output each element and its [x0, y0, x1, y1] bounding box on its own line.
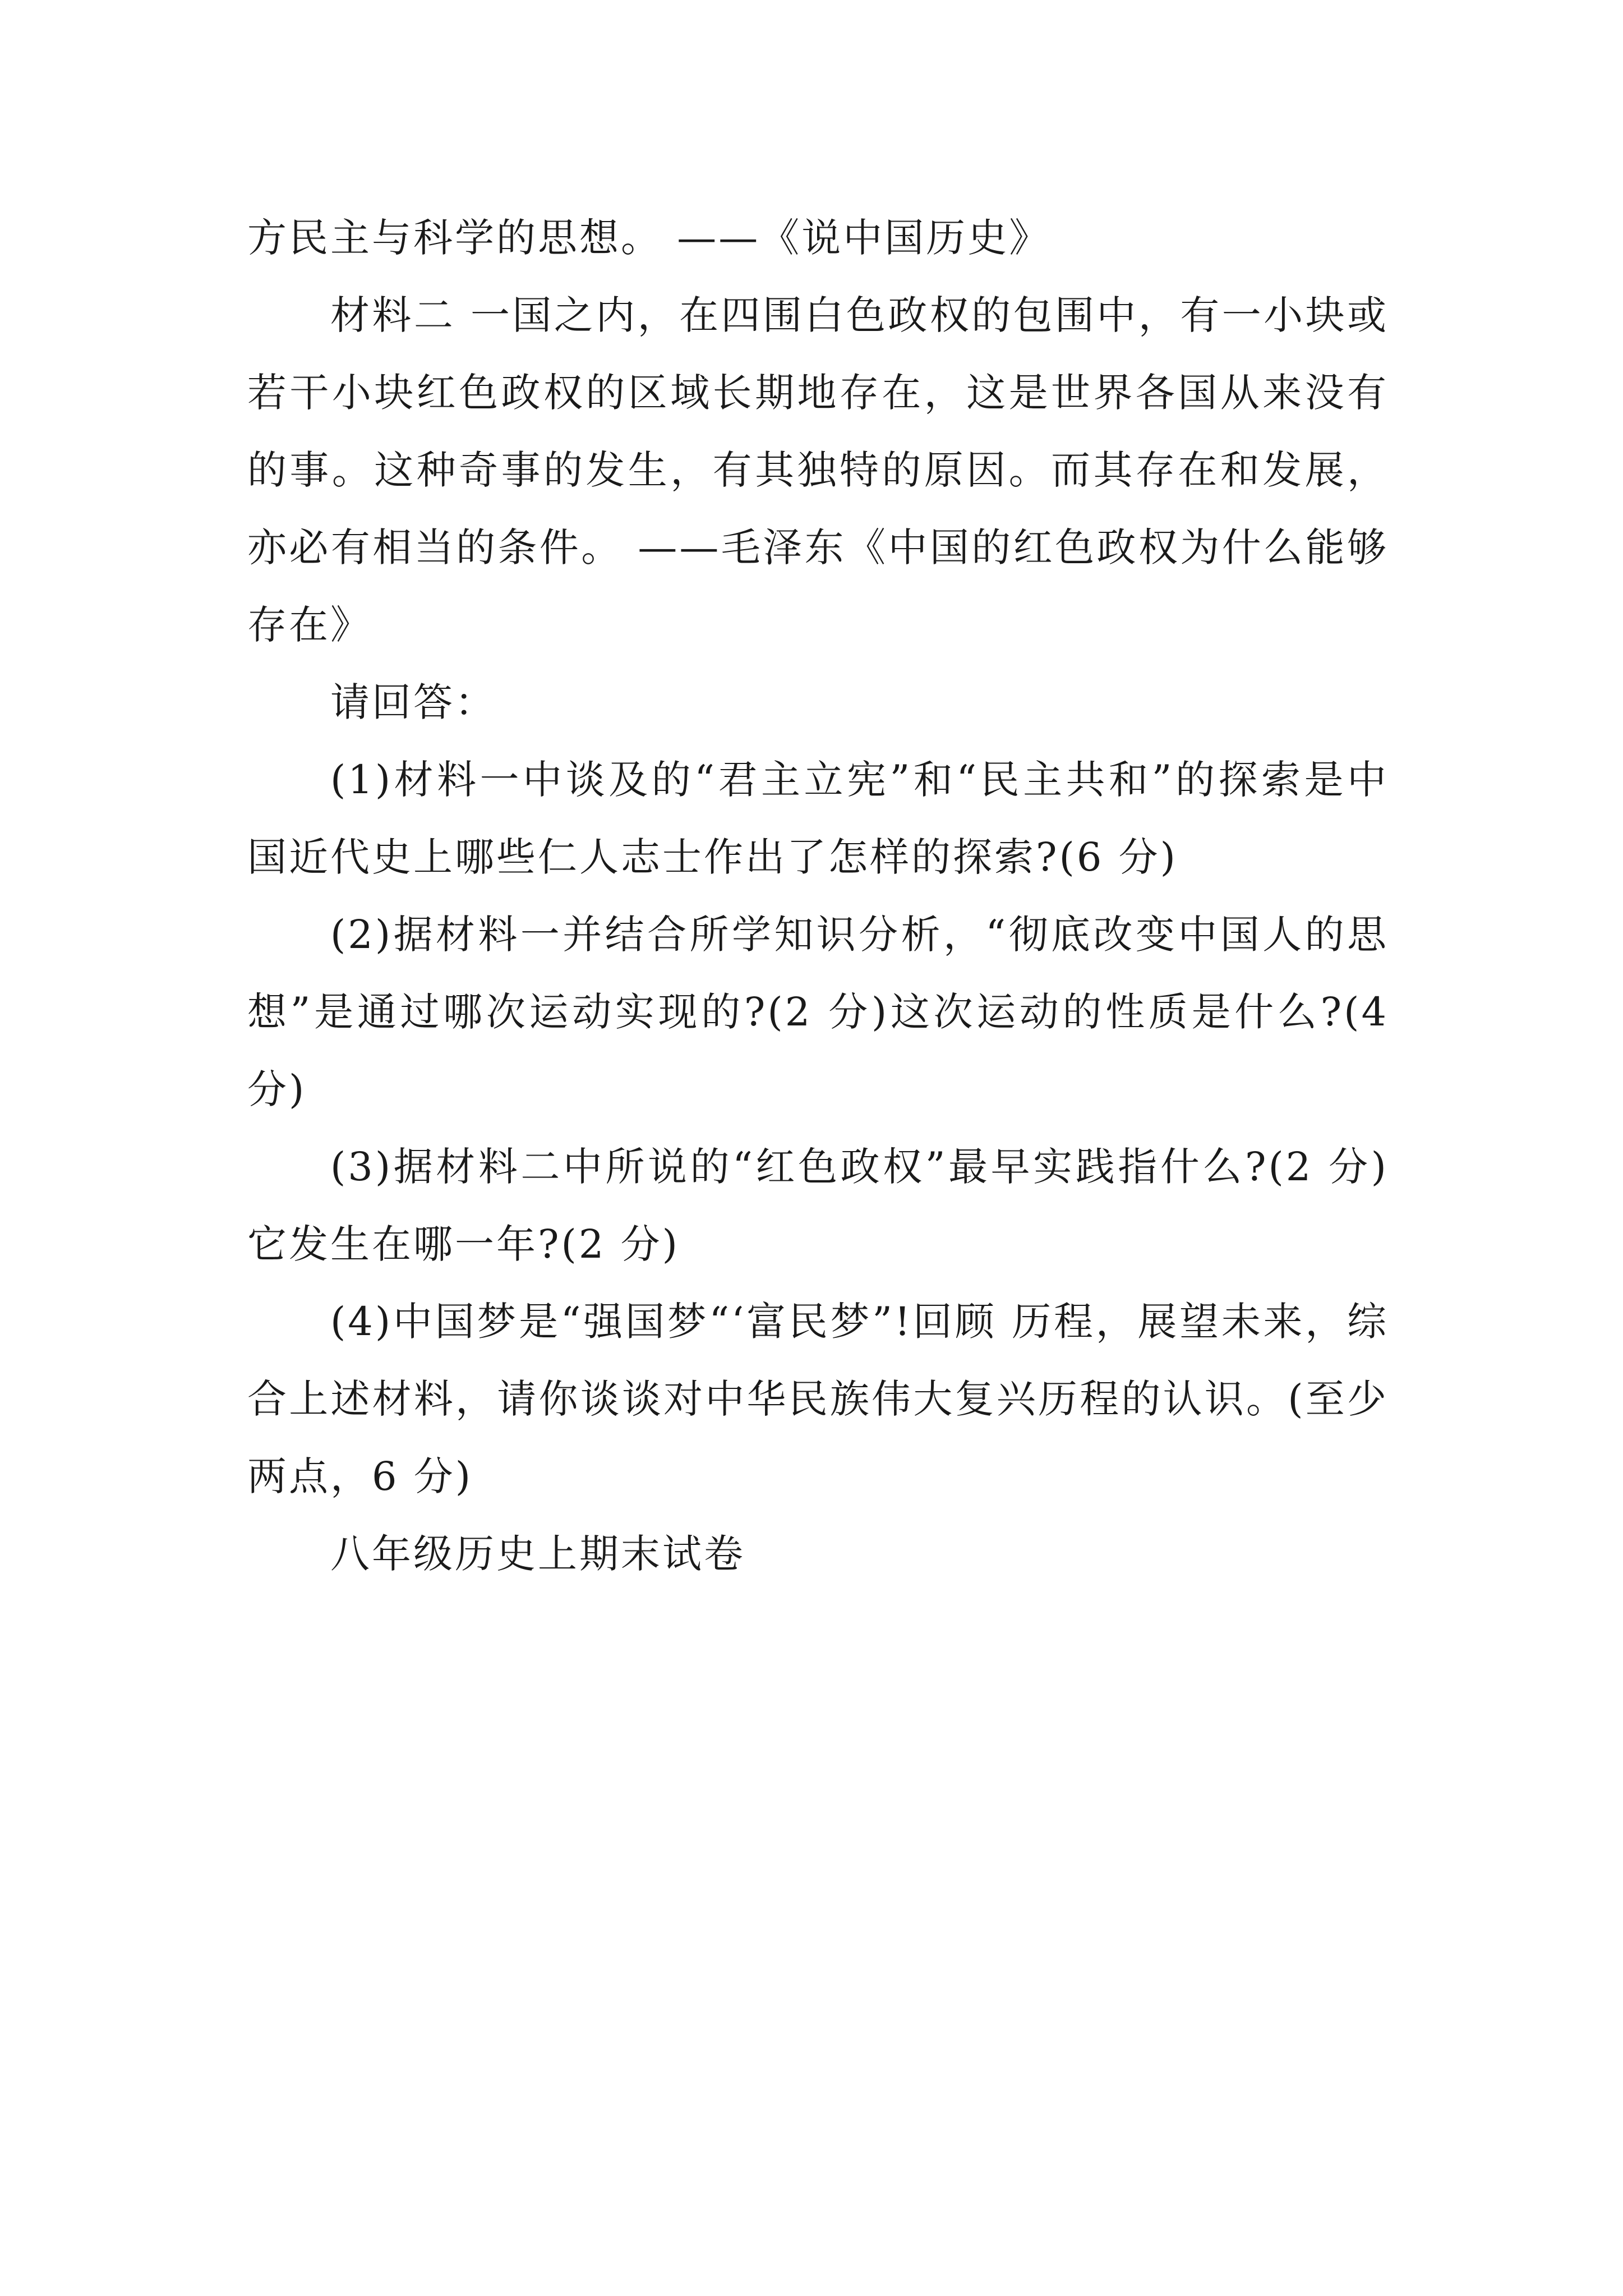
paragraph-material-two: 材料二 一国之内，在四围白色政权的包围中，有一小块或若干小块红色政权的区域长期地存在，这是世界各国从来没有的事。这种奇事的发生，有其独特的原因。而其存在和发展，亦必有相当的条件。 ——毛泽东《中国的红色政权为什么能够存在》 — [247, 292, 1389, 648]
question-1: (1)材料一中谈及的“君主立宪”和“民主共和”的探索是中国近代史上哪些仁人志士作出了怎样的探索?(6 分) — [247, 757, 1389, 880]
paragraph-please-answer: 请回答： — [330, 679, 496, 725]
question-4: (4)中国梦是“强国梦“‘富民梦”!回顾 历程，展望未来，综合上述材料，请你谈谈对中华民族伟大复兴历程的认识。(至少两点，6 分) — [247, 1299, 1389, 1499]
exam-title-line: 八年级历史上期末试卷 — [330, 1531, 745, 1577]
paragraph-source-line: 方民主与科学的思想。 ——《说中国历史》 — [247, 215, 1051, 261]
document-body — [247, 199, 1389, 1593]
question-3: (3)据材料二中所说的“红色政权”最早实践指什么?(2 分)它发生在哪一年?(2 分) — [247, 1144, 1389, 1267]
question-2: (2)据材料一并结合所学知识分析，“彻底改变中国人的思想”是通过哪次运动实现的?(2 分)这次运动的性质是什么?(4 分) — [247, 912, 1389, 1112]
